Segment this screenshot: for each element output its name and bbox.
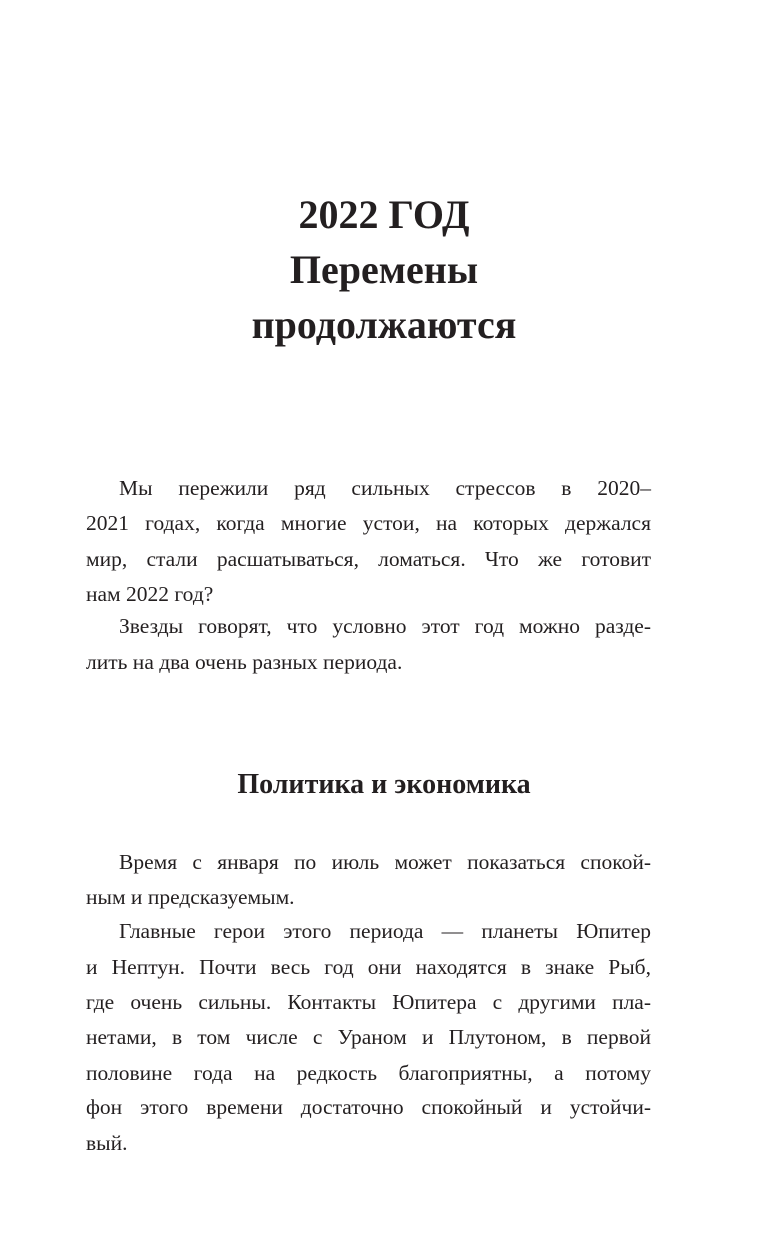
text-line: 2021 годах, когда многие устои, на которых держался bbox=[86, 511, 651, 535]
text-line: Мы пережили ряд сильных стрессов в 2020– bbox=[119, 476, 651, 500]
chapter-title-line: продолжаются bbox=[251, 302, 517, 347]
chapter-title-line: Перемены bbox=[289, 247, 479, 292]
text-line: и Нептун. Почти весь год они находятся в знаке Рыб, bbox=[86, 955, 651, 979]
text-line: Время с января по июль может показаться спокой- bbox=[119, 850, 651, 874]
text-line: Главные герои этого периода — планеты Юпитер bbox=[119, 919, 651, 943]
chapter-title-line: 2022 ГОД bbox=[298, 192, 470, 237]
section-heading: Политика и экономика bbox=[237, 769, 531, 800]
text-line: где очень сильны. Контакты Юпитера с другими пла- bbox=[86, 990, 651, 1014]
text-line: фон этого времени достаточно спокойный и устойчи- bbox=[86, 1095, 651, 1119]
text-line: ным и предсказуемым. bbox=[86, 885, 295, 909]
text-line: лить на два очень разных периода. bbox=[86, 650, 403, 674]
text-line: половине года на редкость благоприятны, а потому bbox=[86, 1061, 651, 1085]
text-line: нетами, в том числе с Ураном и Плутоном, в первой bbox=[86, 1025, 651, 1049]
text-line: вый. bbox=[86, 1131, 128, 1155]
text-line: нам 2022 год? bbox=[86, 582, 214, 606]
text-line: Звезды говорят, что условно этот год можно разде- bbox=[119, 614, 651, 638]
text-line: мир, стали расшатываться, ломаться. Что же готовит bbox=[86, 547, 651, 571]
